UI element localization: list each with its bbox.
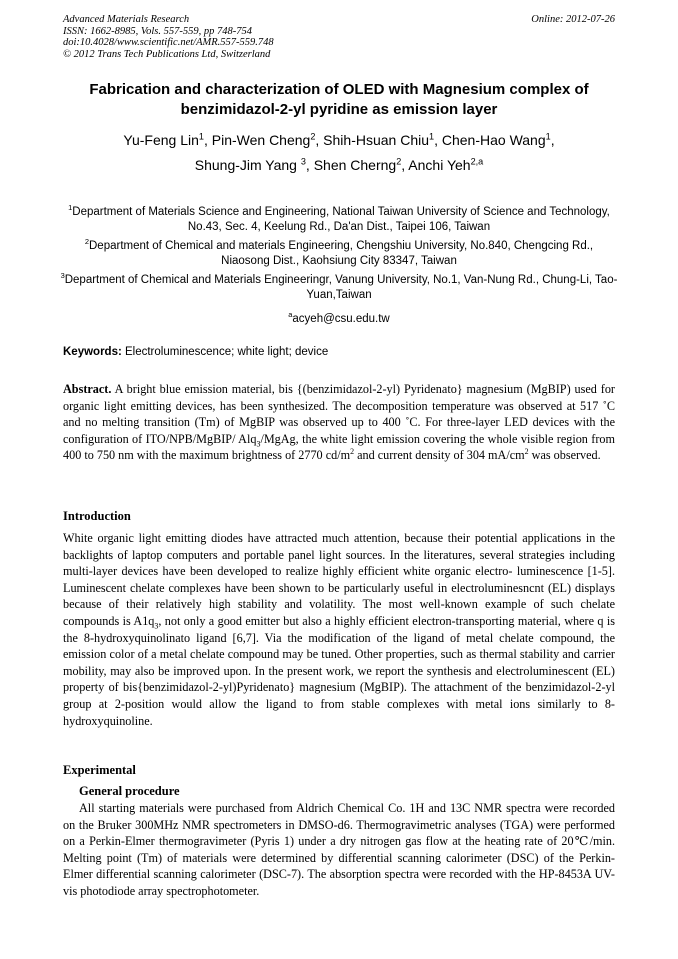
corresponding-email [60, 310, 618, 325]
abstract-text: and current density of 304 mA/cm [354, 448, 525, 463]
author-affil-sup: 1 [545, 131, 551, 142]
copyright-line: © 2012 Trans Tech Publications Ltd, Switzerland [63, 48, 271, 60]
abstract-text: was observed. [528, 448, 601, 463]
author-sep: , [315, 132, 324, 148]
author-affil-sup: 2 [396, 156, 402, 167]
affiliation-text: Department of Chemical and Materials Engineeringr, Vanung University, No.1, Van-Nung Rd., Chung-Li, Tao-Yuan,Taiwan [64, 274, 618, 301]
experimental-text: All starting materials were purchased from Aldrich Chemical Co. 1H and 13C NMR spectra were recorded on the Bruker 300MHz NMR spectrometers in DMSO-d6. Thermogravimetric analyses (TGA) were performed on a Perkin-Elmer thermogravimeter (Pyris 1) under a dry nitrogen gas flow at the heating rate of 20℃/min. Melting point (Tm) of materials were determined by differential scanning calorimeter (DSC) of the Perkin- Elmer differential scanning calorimeter (DSC-7). The absorption spectra were recorded with the HP-8453A UV-vis photodiode array spectrophotometer. [63, 801, 615, 898]
author-name: Shen Cherng [313, 157, 397, 173]
affiliation-text: Department of Materials Science and Engineering, National Taiwan University of Science and Technology, No.43, Sec. 4, Keelung Rd., Da'an Dist., Taipei 106, Taiwan [72, 206, 610, 233]
issn-line: ISSN: 1662-8985, Vols. 557-559, pp 748-754 [63, 25, 252, 37]
author-sep: , [203, 132, 212, 148]
author-name: Shih-Hsuan Chiu [323, 132, 430, 148]
abstract-sub: 3 [256, 439, 261, 449]
affiliation-sup: 1 [68, 203, 73, 213]
author-sep: , [401, 157, 409, 173]
affiliation-2 [60, 239, 618, 269]
journal-name: Advanced Materials Research [63, 14, 190, 25]
journal-header [63, 14, 615, 60]
keywords-text: Electroluminescence; white light; device [121, 346, 329, 358]
abstract-sup: 2 [350, 447, 355, 457]
author-name: Chen-Hao Wang [441, 132, 546, 148]
author-sep: , [305, 157, 314, 173]
author-affil-sup: 1 [198, 131, 204, 142]
online-date: Online: 2012-07-26 [531, 14, 615, 25]
abstract-label: Abstract. [63, 382, 112, 396]
introduction-heading: Introduction [63, 509, 131, 523]
keywords [63, 346, 615, 358]
keywords-label: Keywords: [63, 346, 122, 358]
author-affil-sup: 1 [429, 131, 435, 142]
experimental-heading: Experimental [63, 763, 136, 777]
experimental-body [63, 800, 615, 900]
affiliation-1 [60, 205, 618, 235]
author-sep: , [550, 132, 555, 148]
email-sup: a [288, 310, 293, 320]
author-name: Pin-Wen Cheng [211, 132, 311, 148]
author-name: Yu-Feng Lin [123, 132, 199, 148]
affiliation-text: Department of Chemical and materials Engineering, Chengshiu University, No.840, Chengcing Rd., Niaosong Dist., Kaohsiung City 83347, Taiwan [89, 240, 594, 267]
author-name: Shung-Jim Yang [194, 157, 301, 173]
introduction-text: White organic light emitting diodes have attracted much attention, because their potential applications in the backlights of laptop computers and portable panel light sources. In the literatures, several strategies including multi-layer devices have been developed to realize highly efficient white organic electro- luminescence [1-5]. Luminescent chelate complexes have been shown to be particularly useful in electroluminesncnt (EL) displays because of their relatively high stability and volatility. The most well-known example of such chelate compounds is A1q [63, 531, 615, 628]
affiliation-3 [60, 273, 618, 303]
abstract [63, 381, 615, 464]
author-affil-sup: 2,a [470, 156, 484, 167]
abstract-sup: 2 [524, 447, 529, 457]
email-text: acyeh@csu.edu.tw [292, 313, 390, 325]
author-line-2 [60, 153, 618, 178]
author-name: Anchi Yeh [408, 157, 471, 173]
author-sep: , [434, 132, 442, 148]
paper-title: Fabrication and characterization of OLED with Magnesium complex of benzimidazol-2-yl pyridine as emission layer [89, 81, 589, 118]
abstract-text: /MgAg, the white light emission covering the whole visible region from 400 to 750 nm with the maximum brightness of 2770 cd/m [63, 431, 615, 463]
author-list [60, 128, 618, 178]
abstract-text: A bright blue emission material, bis {(benzimidazol-2-yl) Pyridenato} magnesium (MgBIP) used for organic light emitting devices, has been synthesized. The decomposition temperature was observed at 517 ˚C and no melting transition (Tm) of MgBIP was observed up to 400 ˚C. For three-layer LED devices with the configuration of ITO/NPB/MgBIP/ Alq [63, 382, 615, 446]
general-procedure-heading: General procedure [79, 784, 180, 798]
affiliation-sup: 2 [84, 237, 89, 247]
doi-line: doi:10.4028/www.scientific.net/AMR.557-559.748 [63, 37, 274, 48]
introduction-sub: 3 [154, 621, 159, 631]
author-affil-sup: 3 [300, 156, 306, 167]
introduction-text: , not only a good emitter but also a highly efficient electron-transporting material, where q is the 8-hydroxyquinolinato ligand [6,7]. Via the modification of the ligand of metal chelate compound, the emission color of a metal chelate compound may be tuned. Other properties, such as thermal stability and carrier mobility, may also be improved upon. In the present work, we report the synthesis and electroluminescent (EL) property of bis{benzimidazol-2-yl)Pyridenato} magnesium (MgBIP). The attachment of the benzimidazol-2-yl group at 2-position would allow the ligand to from stable complexes with metal ions similarly to 8-hydroxyquinoline. [63, 613, 615, 728]
author-line-1 [60, 128, 618, 153]
affiliation-sup: 3 [60, 271, 65, 281]
introduction-body [63, 530, 615, 729]
author-affil-sup: 2 [310, 131, 316, 142]
